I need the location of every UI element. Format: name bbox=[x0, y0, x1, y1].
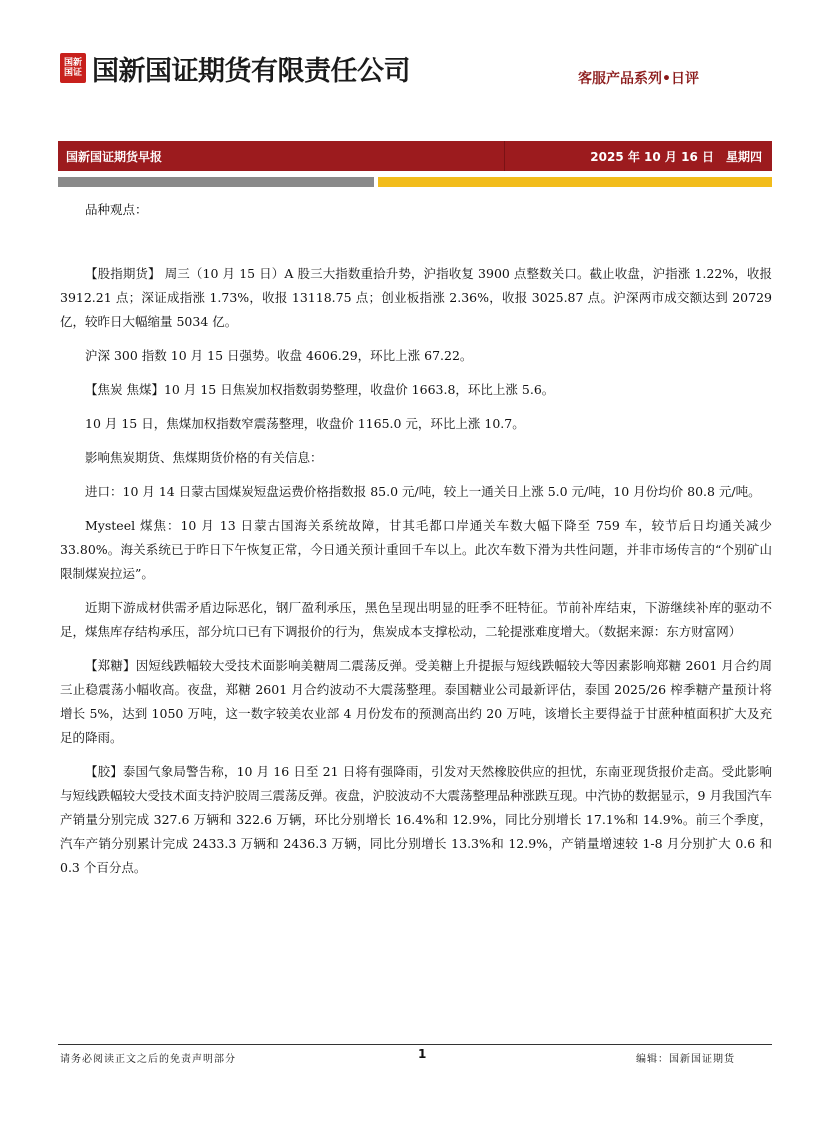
company-name: 国新国证期货有限责任公司 bbox=[92, 55, 410, 87]
page-number: 1 bbox=[418, 1047, 427, 1061]
paragraph-mysteel: Mysteel 煤焦：10 月 13 日蒙古国海关系统故障，甘其毛都口岸通关车数大幅下降至 759 车，较节后日均通关减少 33.80%。海关系统已于昨日下午恢复正常，今日通关预计重回千车以上。此次车数下滑为共性问题，并非市场传言的“个别矿山限制煤炭拉运”。 bbox=[60, 518, 772, 581]
paragraph-coking-coal: 10 月 15 日，焦煤加权指数窄震荡整理，收盘价 1165.0 元，环比上涨 10.7。 bbox=[85, 416, 525, 431]
footer-disclaimer: 请务必阅读正文之后的免责声明部分 bbox=[60, 1054, 236, 1065]
paragraph-coke-info-heading: 影响焦炭期货、焦煤期货价格的有关信息： bbox=[85, 450, 323, 465]
footer-editor: 编辑：国新国证期货 bbox=[636, 1054, 735, 1065]
gray-accent-bar bbox=[58, 177, 374, 187]
paragraph-sugar: 【郑糖】因短线跌幅较大受技术面影响美糖周二震荡反弹。受美糖上升提振与短线跌幅较大等因素影响郑糖 2601 月合约周三止稳震荡小幅收高。夜盘，郑糖 2601 月合约波动不大震荡整理。泰国糖业公司最新评估，泰国 2025/26 榨季糖产量预计将增长 5%，达到 1050 万吨，这一数字较美农业部 4 月份发布的预测高出约 20 万吨，该增长主要得益于甘蔗种植面积扩大及充足的降雨。 bbox=[60, 658, 772, 745]
product-series: 客服产品系列•日评 bbox=[578, 71, 699, 87]
report-weekday: 星期四 bbox=[725, 150, 762, 164]
report-date-block bbox=[578, 148, 762, 165]
section-title: 品种观点： bbox=[85, 202, 148, 217]
paragraph-import: 进口：10 月 14 日蒙古国煤炭短盘运费价格指数报 85.0 元/吨，较上一通关日上涨 5.0 元/吨，10 月份均价 80.8 元/吨。 bbox=[85, 484, 761, 499]
report-date: 2025 年 10 月 16 日 bbox=[590, 150, 714, 164]
paragraph-stock-index: 【股指期货】 周三（10 月 15 日）A 股三大指数重拾升势，沪指收复 3900 点整数关口。截止收盘，沪指涨 1.22%，收报 3912.21 点；深证成指涨 1.73%，收报 13118.75 点；创业板指涨 2.36%，收报 3025.87 点。沪深两市成交额达到 20729 亿，较昨日大幅缩量 5034 亿。 bbox=[60, 266, 772, 329]
paragraph-rubber: 【胶】泰国气象局警告称，10 月 16 日至 21 日将有强降雨，引发对天然橡胶供应的担忧，东南亚现货报价走高。受此影响与短线跌幅较大受技术面支持沪胶周三震荡反弹。夜盘，沪胶波动不大震荡整理品种涨跌互现。中汽协的数据显示，9 月我国汽车产销量分别完成 327.6 万辆和 322.6 万辆，环比分别增长 16.4%和 12.9%，同比分别增长 17.1%和 14.9%。前三个季度，汽车产销分别累计完成 2433.3 万辆和 2436.3 万辆，同比分别增长 13.3%和 12.9%，产销量增速较 1-8 月分别扩大 0.6 和 0.3 个百分点。 bbox=[60, 764, 772, 875]
company-logo bbox=[60, 48, 410, 88]
title-bar-divider bbox=[504, 141, 505, 171]
logo-seal: 国新国证 bbox=[60, 53, 86, 83]
paragraph-coke: 【焦炭 焦煤】10 月 15 日焦炭加权指数弱势整理，收盘价 1663.8，环比上涨 5.6。 bbox=[85, 382, 555, 397]
report-body bbox=[60, 198, 772, 890]
report-title-bar bbox=[58, 141, 772, 171]
footer-divider bbox=[58, 1044, 772, 1045]
paragraph-csi300: 沪深 300 指数 10 月 15 日强势。收盘 4606.29，环比上涨 67.22。 bbox=[85, 348, 473, 363]
report-title: 国新国证期货早报 bbox=[66, 150, 163, 164]
yellow-accent-bar bbox=[378, 177, 772, 187]
paragraph-downstream: 近期下游成材供需矛盾边际恶化，钢厂盈利承压，黑色呈现出明显的旺季不旺特征。节前补库结束，下游继续补库的驱动不足，煤焦库存结构承压，部分坑口已有下调报价的行为，焦炭成本支撑松动，二轮提涨难度增大。（数据来源：东方财富网） bbox=[60, 600, 772, 639]
